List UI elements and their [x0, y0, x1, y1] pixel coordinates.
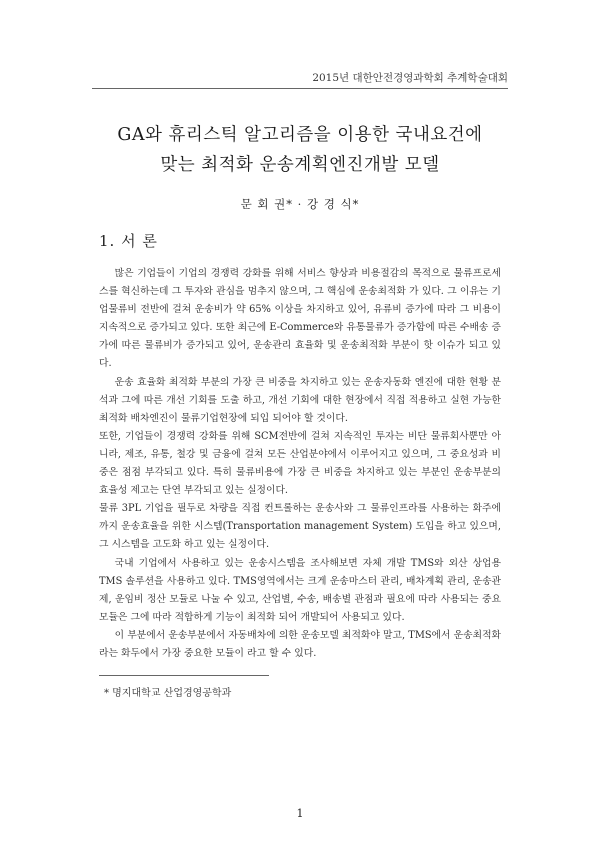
- title-line-2: 맞는 최적화 운송계획엔진개발 모델: [160, 155, 440, 175]
- paragraph: 많은 기업들이 기업의 경쟁력 강화를 위해 서비스 향상과 비용절감의 목적으로 물류프로세스를 혁신하는데 그 투자와 관심을 멈추지 않으며, 그 핵심에 운송최적화 가 있다. 그 이유는 기업물류비 전반에 걸쳐 운송비가 약 65% 이상을 차지하고 있어, 유류비 증가에 따라 그 비용이 지속적으로 증가되고 있다. 또한 최근에 E-Commerce와 유통물류가 증가함에 따른 수배송 증가에 따른 물류비가 증가되고 있어, 운송관리 효율화 및 운송최적화 부분이 핫 이슈가 되고 있다.: [99, 268, 501, 370]
- section-heading: 1. 서 론: [99, 232, 158, 250]
- paper-title: [92, 120, 508, 180]
- page-number: 1: [296, 807, 304, 820]
- body-text: [99, 265, 501, 663]
- paragraph: 국내 기업에서 사용하고 있는 운송시스템을 조사해보면 자체 개발 TMS와 외산 상업용 TMS 솔루션을 사용하고 있다. TMS영역에서는 크게 운송마스터 관리, 배차계획 관리, 운송관제, 운임비 정산 모듈로 나눌 수 있고, 산업별, 수송, 배송별 관점과 필요에 따라 사용되는 중요 모듈은 그에 따라 적합하게 기능이 최적화 되어 개발되어 사용되고 있다.: [99, 557, 501, 623]
- title-line-1: GA와 휴리스틱 알고리즘을 이용한 국내요건에: [117, 125, 483, 145]
- paragraph: 물류 3PL 기업을 필두로 차량을 직접 컨트롤하는 운송사와 그 물류인프라를 사용하는 화주에 까지 운송효율을 위한 시스템(Transportation management System) 도입을 하고 있으며, 그 시스템을 고도화 하고 있는 실정이다.: [99, 503, 501, 551]
- footnote-rule: [99, 675, 269, 676]
- paragraph: 운송 효율화 최적화 부분의 가장 큰 비중을 차지하고 있는 운송자동화 엔진에 대한 현황 분석과 그에 따른 개선 기회를 도출 하고, 개선 기회에 대한 현장에서 직접 적용하고 실현 가능한 최적화 배차엔진이 물류기업현장에 되입 되어야 할 것이다.: [99, 376, 501, 424]
- conference-header: 2015년 대한안전경영과학회 추계학술대회: [312, 72, 508, 84]
- author-list: 문 회 권* · 강 경 식*: [240, 197, 360, 211]
- footnote-affiliation: * 명지대학교 산업경영공학과: [104, 688, 232, 699]
- paragraph: 또한, 기업들이 경쟁력 강화를 위해 SCM전반에 걸쳐 지속적인 투자는 비단 물류회사뿐만 아니라, 제조, 유통, 철강 및 금융에 걸쳐 모든 산업분야에서 이루어지고 있으며, 그 중요성과 비중은 점점 부각되고 있다. 특히 물류비용에 가장 큰 비중을 차지하고 있는 부분인 운송부분의 효율성 제고는 단연 부각되고 있는 실정이다.: [99, 430, 501, 497]
- header-rule: [92, 88, 508, 89]
- paragraph: 이 부분에서 운송부분에서 자동배차에 의한 운송모델 최적화야 말고, TMS에서 운송최적화라는 화두에서 가장 중요한 모듈이 라고 할 수 있다.: [99, 629, 501, 659]
